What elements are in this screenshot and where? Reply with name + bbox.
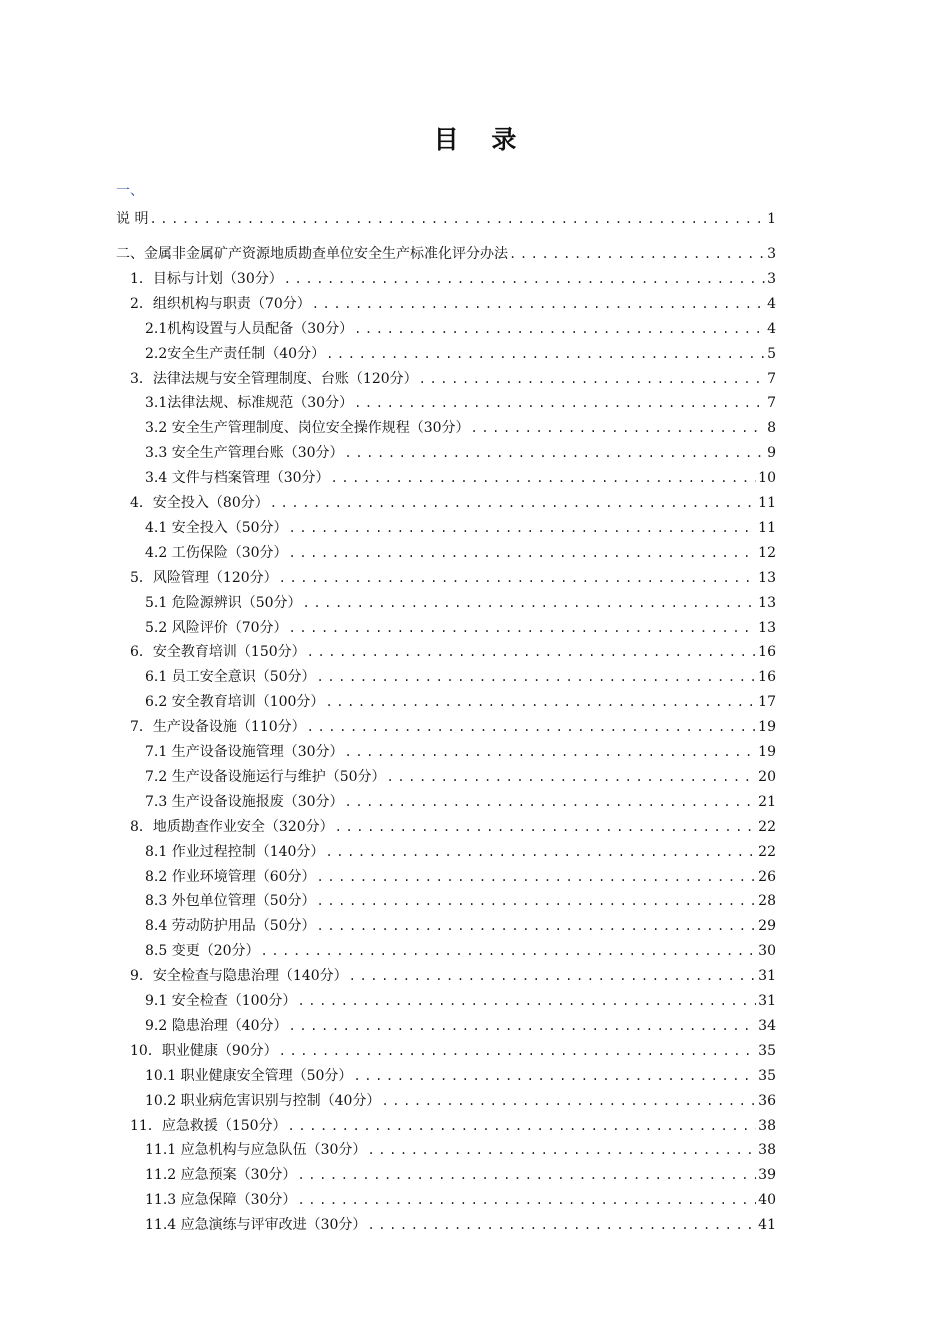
toc-entry-title: 3.1法律法规、标准规范（30分）	[145, 395, 354, 412]
toc-entry-title: 6.2 安全教育培训（100分）	[145, 694, 325, 711]
toc-entry-title: 9.1 安全检查（100分）	[145, 993, 297, 1009]
toc-entry-title: 11.4 应急演练与评审改进（30分）	[145, 1217, 367, 1234]
toc-dot-leader	[307, 643, 757, 661]
toc-page-number: 13	[758, 569, 776, 586]
toc-entry-title: 10.2 职业病危害识别与控制（40分）	[145, 1092, 381, 1109]
toc-dot-leader	[471, 419, 766, 437]
toc-entry-title: 3．法律法规与安全管理制度、台账（120分）	[130, 370, 418, 387]
toc-entry-title: 2.1机构设置与人员配备（30分）	[145, 320, 354, 337]
toc-entry-title: 9.2 隐患治理（40分）	[145, 1017, 288, 1034]
toc-page-number: 17	[758, 694, 776, 711]
toc-entry-title: 10．职业健康（90分）	[130, 1042, 278, 1059]
toc-dot-leader	[279, 1042, 757, 1060]
toc-entry[interactable]	[145, 613, 776, 637]
toc-page-number: 12	[758, 544, 776, 561]
toc-entry-title: 5.1 危险源辨识（50分）	[145, 594, 302, 611]
toc-page-number: 39	[758, 1167, 776, 1184]
toc-entry[interactable]	[145, 986, 776, 1010]
toc-entry-title: 11.3 应急保障（30分）	[145, 1192, 297, 1209]
toc-entry[interactable]	[130, 488, 776, 512]
toc-entry[interactable]	[145, 1011, 776, 1035]
toc-page-number: 29	[758, 918, 776, 935]
toc-page-number: 41	[758, 1217, 776, 1234]
toc-dot-leader	[307, 718, 757, 736]
toc-dot-leader	[349, 967, 757, 985]
toc-page-number: 16	[758, 669, 776, 686]
toc-page-number: 9	[767, 445, 776, 462]
toc-page-number: 35	[758, 1067, 776, 1084]
toc-entry[interactable]	[145, 438, 776, 462]
toc-entry[interactable]	[145, 463, 776, 487]
toc-dot-leader	[289, 519, 757, 537]
toc-entry-title: 3.3 安全生产管理台账（30分）	[145, 445, 344, 462]
toc-page-number: 30	[758, 943, 776, 960]
toc-entry[interactable]	[130, 812, 776, 836]
toc-entry[interactable]	[130, 637, 776, 661]
toc-entry-title: 7.2 生产设备设施运行与维护（50分）	[145, 768, 386, 785]
toc-entry-title: 7.1 生产设备设施管理（30分）	[145, 744, 344, 760]
toc-dot-leader	[387, 768, 757, 786]
toc-entry[interactable]	[145, 762, 776, 786]
toc-entry[interactable]	[145, 588, 776, 612]
toc-page-number: 22	[758, 843, 776, 860]
toc-entry[interactable]	[145, 1135, 776, 1159]
toc-dot-leader	[381, 1092, 756, 1110]
toc-page-number: 4	[767, 320, 776, 337]
toc-entry-title: 8.3 外包单位管理（50分）	[145, 893, 316, 910]
toc-page-number: 31	[758, 993, 776, 1009]
toc-page-number: 19	[758, 719, 776, 736]
toc-page-number: 19	[758, 744, 776, 760]
toc-dot-leader	[509, 245, 765, 263]
toc-page-number: 35	[758, 1042, 776, 1059]
toc-dot-leader	[149, 210, 765, 228]
toc-dot-leader	[317, 892, 757, 910]
toc-dot-leader	[297, 1191, 756, 1209]
toc-entry[interactable]	[145, 862, 776, 886]
toc-page-number: 5	[767, 345, 776, 362]
toc-entry[interactable]	[145, 388, 776, 412]
toc-entry[interactable]	[145, 339, 776, 363]
toc-dot-leader	[288, 1117, 757, 1135]
toc-entry-title: 6.1 员工安全意识（50分）	[145, 669, 316, 686]
toc-entry[interactable]	[130, 961, 776, 985]
toc-dot-leader	[345, 444, 766, 462]
toc-entry-title: 8.4 劳动防护用品（50分）	[145, 918, 316, 935]
toc-dot-leader	[367, 1216, 756, 1234]
toc-entry[interactable]	[145, 737, 776, 761]
toc-page-number: 26	[758, 868, 776, 885]
toc-entry[interactable]	[145, 538, 776, 562]
toc-dot-leader	[353, 1067, 756, 1085]
toc-page-number: 20	[758, 768, 776, 785]
toc-page-number: 11	[758, 495, 776, 511]
toc-entry-title: 8.5 变更（20分）	[145, 943, 260, 960]
toc-entry[interactable]	[145, 1185, 776, 1209]
toc-page-number: 4	[767, 295, 776, 312]
toc-dot-leader	[270, 494, 756, 512]
toc-page-number: 10	[758, 470, 776, 487]
toc-entry[interactable]	[145, 687, 776, 711]
toc-entry-title: 说 明	[116, 211, 149, 227]
toc-dot-leader	[289, 1017, 757, 1035]
toc-entry-title: 5．风险管理（120分）	[130, 569, 278, 586]
toc-entry[interactable]	[145, 936, 776, 960]
toc-entry-title: 9．安全检查与隐患治理（140分）	[130, 968, 348, 985]
toc-entry-title: 6．安全教育培训（150分）	[130, 644, 306, 661]
toc-entry-title: 7.3 生产设备设施报废（30分）	[145, 793, 344, 810]
toc-entry[interactable]	[130, 264, 776, 288]
toc-entry[interactable]	[145, 1086, 776, 1110]
toc-dot-leader	[289, 619, 757, 637]
toc-entry[interactable]	[116, 204, 776, 228]
toc-entry-title: 2．组织机构与职责（70分）	[130, 295, 311, 312]
toc-dot-leader	[279, 569, 757, 587]
toc-dot-leader	[325, 693, 756, 711]
toc-page-number: 13	[758, 594, 776, 611]
page-title: 目 录	[433, 125, 529, 154]
toc-page-number: 11	[758, 519, 776, 536]
toc-entry-title: 1．目标与计划（30分）	[130, 270, 283, 287]
toc-entry[interactable]	[145, 1061, 776, 1085]
toc-page-number: 21	[758, 793, 776, 810]
toc-dot-leader	[289, 544, 757, 562]
toc-entry-title: 8．地质勘查作业安全（320分）	[130, 818, 334, 835]
toc-entry[interactable]	[130, 563, 776, 587]
toc-page-number: 36	[758, 1092, 776, 1109]
toc-entry-title: 10.1 职业健康安全管理（50分）	[145, 1067, 353, 1084]
toc-entry-title: 4.2 工伤保险（30分）	[145, 544, 288, 561]
toc-page-number: 1	[767, 211, 776, 227]
toc-dot-leader	[354, 394, 765, 412]
toc-dot-leader	[326, 345, 765, 363]
toc-page-number: 7	[767, 395, 776, 412]
toc-entry[interactable]	[145, 413, 776, 437]
section-marker: 一、	[116, 183, 144, 199]
toc-dot-leader	[325, 843, 756, 861]
toc-page-number: 34	[758, 1017, 776, 1034]
toc-entry[interactable]	[145, 662, 776, 686]
toc-entry-title: 3.2 安全生产管理制度、岗位安全操作规程（30分）	[145, 420, 470, 437]
toc-entry[interactable]	[116, 239, 776, 263]
toc-page-number: 38	[758, 1142, 776, 1159]
toc-page-number: 3	[767, 246, 776, 262]
toc-entry[interactable]	[130, 712, 776, 736]
toc-entry[interactable]	[145, 911, 776, 935]
toc-entry-title: 3.4 文件与档案管理（30分）	[145, 470, 330, 487]
toc-dot-leader	[331, 469, 757, 487]
toc-page-number: 28	[758, 893, 776, 910]
toc-dot-leader	[317, 868, 757, 886]
toc-entry-title: 8.1 作业过程控制（140分）	[145, 843, 325, 860]
toc-dot-leader	[354, 320, 765, 338]
toc-dot-leader	[335, 818, 757, 836]
toc-page-number: 16	[758, 644, 776, 661]
toc-entry[interactable]	[145, 314, 776, 338]
toc-dot-leader	[303, 594, 757, 612]
toc-page-number: 31	[758, 968, 776, 985]
toc-dot-leader	[261, 942, 757, 960]
toc-entry[interactable]	[145, 513, 776, 537]
toc-entry-title: 11.1 应急机构与应急队伍（30分）	[145, 1142, 367, 1159]
toc-page-number: 8	[767, 420, 776, 437]
toc-entry[interactable]	[130, 1036, 776, 1060]
toc-entry-title: 二、金属非金属矿产资源地质勘查单位安全生产标准化评分办法	[116, 246, 508, 262]
toc-dot-leader	[297, 992, 756, 1010]
toc-dot-leader	[312, 295, 765, 313]
toc-page-number: 38	[758, 1117, 776, 1134]
toc-entry-title: 2.2安全生产责任制（40分）	[145, 345, 326, 362]
toc-page-number: 13	[758, 619, 776, 636]
toc-dot-leader	[345, 743, 757, 761]
toc-page-number: 22	[758, 818, 776, 835]
toc-dot-leader	[317, 668, 757, 686]
toc-entry-title: 5.2 风险评价（70分）	[145, 619, 288, 636]
toc-entry[interactable]	[145, 787, 776, 811]
toc-entry[interactable]	[145, 886, 776, 910]
toc-dot-leader	[367, 1141, 756, 1159]
toc-entry[interactable]	[130, 364, 776, 388]
toc-dot-leader	[297, 1166, 756, 1184]
toc-entry-title: 7．生产设备设施（110分）	[130, 719, 306, 736]
toc-entry-title: 11.2 应急预案（30分）	[145, 1167, 297, 1184]
toc-entry-title: 4.1 安全投入（50分）	[145, 519, 288, 536]
toc-entry-title: 11．应急救援（150分）	[130, 1117, 287, 1134]
toc-dot-leader	[284, 270, 765, 288]
toc-entry-title: 8.2 作业环境管理（60分）	[145, 868, 316, 885]
toc-entry[interactable]	[130, 1111, 776, 1135]
toc-entry[interactable]	[145, 1160, 776, 1184]
toc-page-number: 7	[767, 370, 776, 387]
toc-entry[interactable]	[145, 1210, 776, 1234]
toc-dot-leader	[419, 370, 765, 388]
toc-entry[interactable]	[145, 837, 776, 861]
toc-entry[interactable]	[130, 289, 776, 313]
toc-dot-leader	[345, 793, 757, 811]
toc-page-number: 3	[767, 270, 776, 287]
toc-page-number: 40	[758, 1192, 776, 1209]
toc-entry-title: 4．安全投入（80分）	[130, 495, 269, 511]
toc-dot-leader	[317, 917, 757, 935]
